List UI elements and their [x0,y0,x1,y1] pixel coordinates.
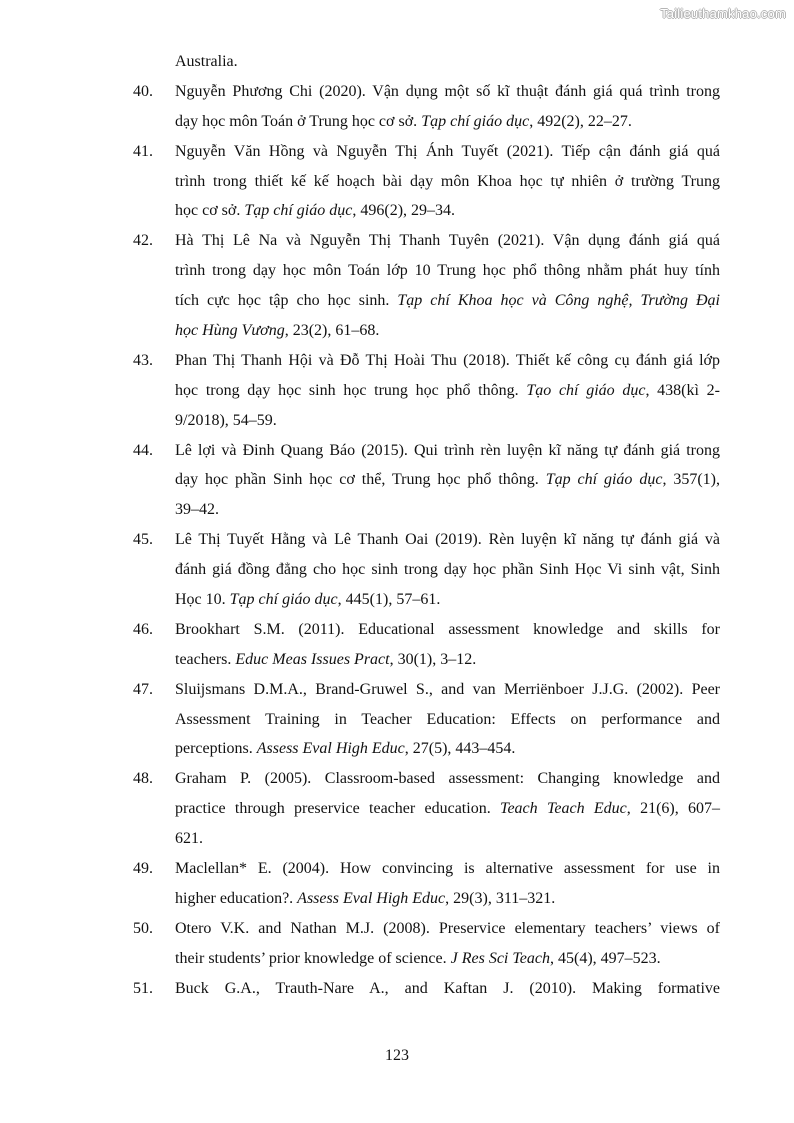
reference-line [0,734,794,764]
reference-text [175,226,720,256]
reference-text [175,346,720,376]
reference-text-segment: , 496(2), 29–34. [352,202,456,220]
reference-text-segment: Hà Thị Lê Na và Nguyễn Thị Thanh Tuyên (2021). Vận dụng đánh giá quá [175,232,720,250]
page-number: 123 [385,1047,409,1064]
reference-line [0,376,794,406]
reference-text-segment: , 438(kì 2- [645,381,720,399]
reference-text [175,167,720,197]
reference-journal-title: Educ Meas Issues Pract [235,650,390,668]
reference-journal-title: Tạp chí giáo dục [229,591,338,609]
reference-journal-title: học Hùng Vương [175,322,285,340]
reference-entry [0,77,794,137]
reference-text-segment: Australia. [175,53,238,70]
reference-journal-title: Tạp chí giáo dục [421,112,530,130]
reference-text-segment: trình trong thiết kế kế hoạch bài dạy môn Khoa học tự nhiên ở trường Trung [175,172,720,190]
reference-entry [0,854,794,914]
reference-text [175,914,720,944]
reference-text-segment: , 445(1), 57–61. [337,591,441,609]
reference-text-segment: Graham P. (2005). Classroom-based assessment: Changing knowledge and [175,770,720,788]
reference-text [175,675,720,705]
reference-text-segment: tích cực học tập cho học sinh. [175,292,398,310]
reference-entry [0,974,794,1004]
reference-line [0,346,794,376]
reference-line [0,794,794,824]
reference-text-segment: 9/2018), 54–59. [175,411,277,429]
reference-text [175,436,720,466]
reference-journal-title: Tạp chí Khoa học và Công nghệ, Trường Đại [397,292,720,310]
reference-line [0,525,794,555]
reference-line [0,196,794,226]
reference-text-segment: Lê Thị Tuyết Hằng và Lê Thanh Oai (2019). Rèn luyện kĩ năng tự đánh giá và [175,531,720,549]
reference-journal-title: Tạp chí giáo dục [244,202,353,220]
reference-text-segment: , 21(6), 607– [626,800,721,818]
reference-text [175,585,720,615]
reference-line [0,585,794,615]
reference-number: 41. [133,142,153,160]
reference-text [175,555,720,585]
reference-text [175,974,720,1004]
reference-text [175,824,720,854]
reference-text [175,764,720,794]
reference-text [175,316,720,346]
reference-number: 42. [133,232,153,250]
reference-text [175,705,720,735]
reference-line [0,854,794,884]
reference-line [0,286,794,316]
reference-text [175,47,720,77]
reference-line [0,107,794,137]
reference-text [175,465,720,495]
reference-text-segment: , 29(3), 311–321. [445,889,556,907]
reference-number: 48. [133,770,153,788]
reference-text-segment: Lê lợi và Đinh Quang Báo (2015). Qui trình rèn luyện kĩ năng tự đánh giá trong [175,441,720,459]
reference-line [0,914,794,944]
reference-text [175,884,720,914]
watermark-text: Tailieuthamkhao.com [660,6,786,21]
reference-text [175,77,720,107]
reference-text [175,794,720,824]
reference-text-segment: Học 10. [175,591,230,609]
reference-text [175,196,720,226]
reference-text-segment: Otero V.K. and Nathan M.J. (2008). Preservice elementary teachers’ views of [175,919,720,937]
reference-line [0,764,794,794]
reference-text-segment: Phan Thị Thanh Hội và Đỗ Thị Hoài Thu (2018). Thiết kế công cụ đánh giá lớp [175,351,720,369]
reference-text-segment: , 23(2), 61–68. [284,322,380,340]
reference-text [175,107,720,137]
reference-line [0,47,794,77]
reference-text-segment: , 357(1), [662,471,721,489]
reference-text-segment: Nguyễn Văn Hồng và Nguyễn Thị Ánh Tuyết (2021). Tiếp cận đánh giá quá [175,142,720,160]
reference-line [0,436,794,466]
reference-text [175,944,720,974]
reference-entry [0,226,794,346]
reference-list [0,47,794,1004]
reference-journal-title: Teach Teach Educ [500,800,627,818]
reference-text-segment: , 492(2), 22–27. [529,112,632,130]
reference-line [0,406,794,436]
reference-line [0,256,794,286]
reference-line [0,167,794,197]
reference-line [0,495,794,525]
reference-entry [0,525,794,615]
reference-text-segment: Brookhart S.M. (2011). Educational assessment knowledge and skills for [175,620,720,638]
reference-text-segment: học cơ sở. [175,202,245,220]
reference-text-segment: teachers. [175,650,236,668]
reference-number: 46. [133,620,153,638]
reference-text-segment: , 30(1), 3–12. [389,650,477,668]
reference-number: 51. [133,979,153,997]
reference-line [0,944,794,974]
reference-text-segment: 621. [175,830,203,848]
reference-line [0,555,794,585]
reference-text-segment: trình trong dạy học môn Toán lớp 10 Trung học phổ thông nhằm phát huy tính [175,262,720,280]
reference-text-segment: Buck G.A., Trauth-Nare A., and Kaftan J. (2010). Making formative [175,979,720,997]
reference-number: 50. [133,919,153,937]
reference-line [0,316,794,346]
reference-line [0,675,794,705]
reference-number: 44. [133,441,153,459]
reference-text-segment: higher education?. [175,889,298,907]
reference-line [0,884,794,914]
reference-text [175,137,720,167]
reference-number: 45. [133,531,153,549]
reference-journal-title: Assess Eval High Educ [297,889,446,907]
reference-line [0,226,794,256]
reference-line [0,137,794,167]
reference-text-segment: Maclellan* E. (2004). How convincing is alternative assessment for use in [175,860,720,878]
reference-entry [0,137,794,227]
reference-number: 40. [133,82,153,100]
reference-text [175,406,720,436]
reference-text-segment: their students’ prior knowledge of science. [175,949,451,967]
reference-text-segment: dạy học phần Sinh học cơ thể, Trung học phổ thông. [175,471,546,489]
reference-text [175,376,720,406]
reference-journal-title: Tạp chí giáo dục [545,471,663,489]
reference-text-segment: Assessment Training in Teacher Education: Effects on performance and [175,710,720,728]
reference-line [0,465,794,495]
reference-line [0,705,794,735]
reference-entry [0,675,794,765]
reference-text [175,256,720,286]
reference-text-segment: Nguyễn Phương Chi (2020). Vận dụng một số kĩ thuật đánh giá quá trình trong [175,82,720,100]
reference-text [175,854,720,884]
reference-line [0,645,794,675]
reference-entry [0,914,794,974]
reference-journal-title: J Res Sci Teach [450,949,551,967]
reference-journal-title: Assess Eval High Educ [256,740,405,758]
reference-number: 47. [133,680,153,698]
reference-text-segment: perceptions. [175,740,257,758]
reference-text [175,495,720,525]
reference-text-segment: Sluijsmans D.M.A., Brand-Gruwel S., and van Merriënboer J.J.G. (2002). Peer [175,680,720,698]
reference-text [175,615,720,645]
reference-number: 43. [133,351,153,369]
reference-text-segment: 39–42. [175,501,219,519]
reference-number: 49. [133,860,153,878]
reference-entry [0,615,794,675]
reference-text-segment: dạy học môn Toán ở Trung học cơ sở. [175,112,422,130]
reference-entry [0,47,794,77]
reference-text-segment: đánh giá đồng đẳng cho học sinh trong dạy học phần Sinh Học Vi sinh vật, Sinh [175,561,720,579]
reference-text [175,286,720,316]
reference-entry [0,346,794,436]
reference-entry [0,436,794,526]
reference-text-segment: , 27(5), 443–454. [404,740,516,758]
reference-text-segment: practice through preservice teacher education. [175,800,501,818]
reference-text [175,645,720,675]
reference-journal-title: Tạo chí giáo dục [526,381,646,399]
reference-line [0,77,794,107]
reference-text [175,525,720,555]
reference-line [0,824,794,854]
reference-text-segment: , 45(4), 497–523. [550,949,661,967]
reference-line [0,974,794,1004]
reference-entry [0,764,794,854]
reference-text-segment: học trong dạy học sinh học trung học phổ thông. [175,381,527,399]
reference-line [0,615,794,645]
reference-text [175,734,720,764]
